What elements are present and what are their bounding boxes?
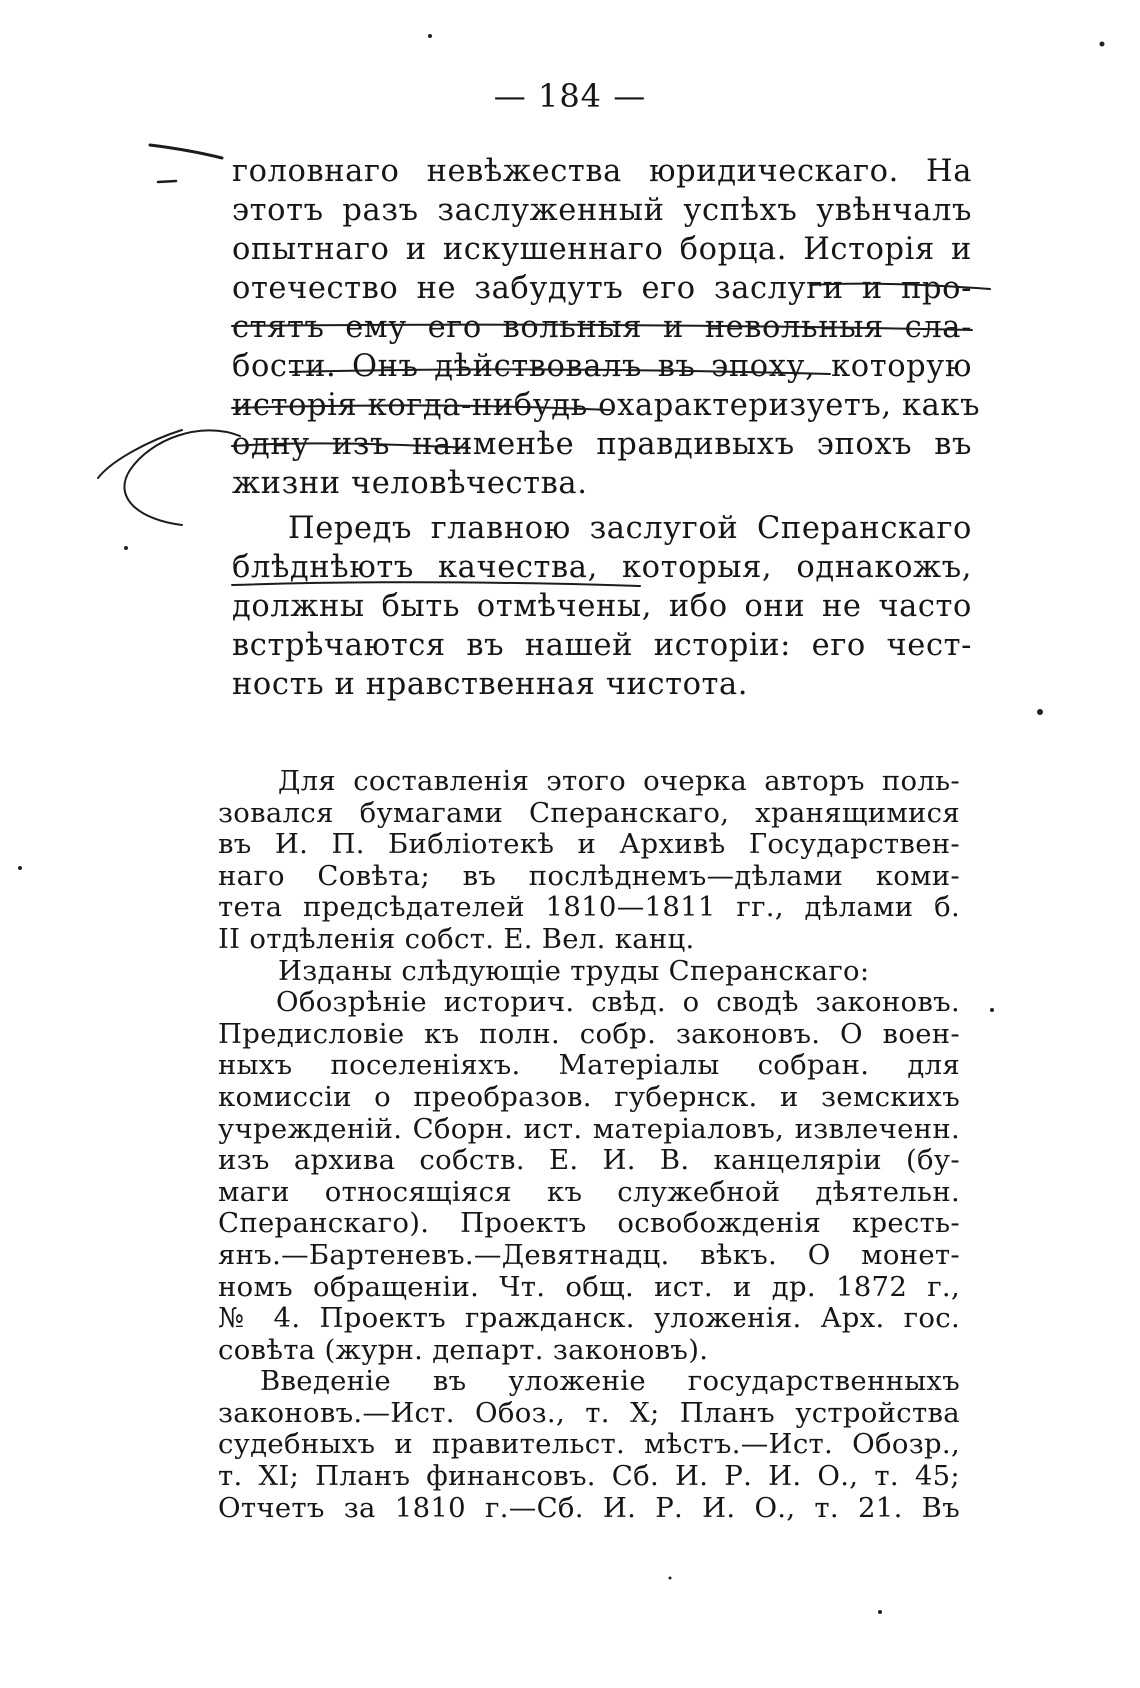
- note-line: Для составленія этого очерка авторъ поль-: [278, 765, 960, 797]
- text-line: жизни человѣчества.: [232, 466, 588, 501]
- note-line: Сперанскаго). Проектъ освобожденія кресть-: [218, 1207, 960, 1240]
- speck: [878, 1610, 882, 1614]
- speck: [1037, 709, 1043, 715]
- note-line: учрежденій. Сборн. ист. матеріаловъ, извлеченн.: [218, 1112, 960, 1145]
- text-line: исторія когда-нибудь охарактеризуетъ, какъ: [232, 388, 981, 423]
- note-line: Обозрѣніе историч. свѣд. о сводѣ законовъ.: [276, 986, 960, 1019]
- main-text-block: [232, 152, 981, 704]
- note-line: Отчетъ за 1810 г.—Сб. И. Р. И. О., т. 21. Въ: [218, 1491, 960, 1524]
- speck: [1100, 42, 1105, 47]
- note-line: зовался бумагами Сперанскаго, хранящимися: [218, 796, 960, 829]
- text-line: опытнаго и искушеннаго борца. Исторія и: [232, 232, 972, 267]
- text-line: бости. Онъ дѣйствовалъ въ эпоху, которую: [232, 349, 972, 384]
- speck: [428, 34, 432, 38]
- text-line: встрѣчаются въ нашей исторіи: его чест-: [232, 628, 972, 663]
- margin-tick-mark: [158, 181, 176, 182]
- text-line: должны быть отмѣчены, ибо они не часто: [232, 589, 972, 624]
- text-line: головнаго невѣжества юридическаго. На: [232, 154, 972, 189]
- margin-bracket-mark: [98, 430, 240, 525]
- note-line: комиссіи о преобразов. губернск. и земскихъ: [218, 1080, 960, 1113]
- page-number: — 184 —: [493, 77, 647, 115]
- note-line: тета предсѣдателей 1810—1811 гг., дѣлами б.: [218, 891, 960, 924]
- note-line: законовъ.—Ист. Обоз., т. X; Планъ устройства: [218, 1396, 960, 1429]
- note-line: номъ обращеніи. Чт. общ. ист. и др. 1872 г.,: [218, 1270, 960, 1303]
- text-line: стятъ ему его вольныя и невольныя сла-: [232, 310, 972, 345]
- note-line: Предисловіе къ полн. собр. законовъ. О воен-: [218, 1017, 960, 1050]
- note-line: т. XI; Планъ финансовъ. Сб. И. Р. И. О., т. 45;: [218, 1460, 960, 1493]
- text-line: одну изъ наименѣе правдивыхъ эпохъ въ: [232, 427, 972, 462]
- note-line: янъ.—Бартеневъ.—Девятнадц. вѣкъ. О монет-: [218, 1238, 960, 1271]
- text-line: ность и нравственная чистота.: [232, 667, 749, 702]
- text-line: блѣднѣютъ качества, которыя, однакожъ,: [232, 550, 972, 585]
- speck: [18, 866, 22, 870]
- note-line: въ И. П. Библіотекѣ и Архивѣ Государствен-: [218, 828, 960, 861]
- margin-dash-mark: [150, 145, 222, 158]
- text-line: Передъ главною заслугой Сперанскаго: [288, 511, 972, 546]
- note-line: № 4. Проектъ гражданск. уложенія. Арх. гос.: [218, 1302, 960, 1335]
- speck: [669, 1577, 672, 1580]
- note-line: II отдѣленія собст. Е. Вел. канц.: [218, 922, 695, 955]
- note-line: судебныхъ и правительст. мѣстъ.—Ист. Обозр.,: [218, 1428, 960, 1461]
- note-line: совѣта (журн. департ. законовъ).: [218, 1333, 709, 1366]
- speck: [990, 1008, 994, 1012]
- note-line: Введеніе въ уложеніе государственныхъ: [260, 1365, 960, 1398]
- text-line: отечество не забудутъ его заслуги и про-: [232, 271, 972, 306]
- note-line: маги относящіяся къ служебной дѣятельн.: [218, 1175, 960, 1208]
- note-line: наго Совѣта; въ послѣднемъ—дѣлами коми-: [218, 859, 960, 892]
- note-line: изъ архива собств. Е. И. В. канцеляріи (бу-: [218, 1144, 960, 1177]
- bibliographic-notes: [218, 766, 960, 1524]
- text-line: этотъ разъ заслуженный успѣхъ увѣнчалъ: [232, 193, 972, 228]
- speck: [124, 546, 128, 550]
- note-line: ныхъ поселеніяхъ. Матеріалы собран. для: [218, 1049, 960, 1082]
- note-line: Изданы слѣдующіе труды Сперанскаго:: [278, 954, 870, 987]
